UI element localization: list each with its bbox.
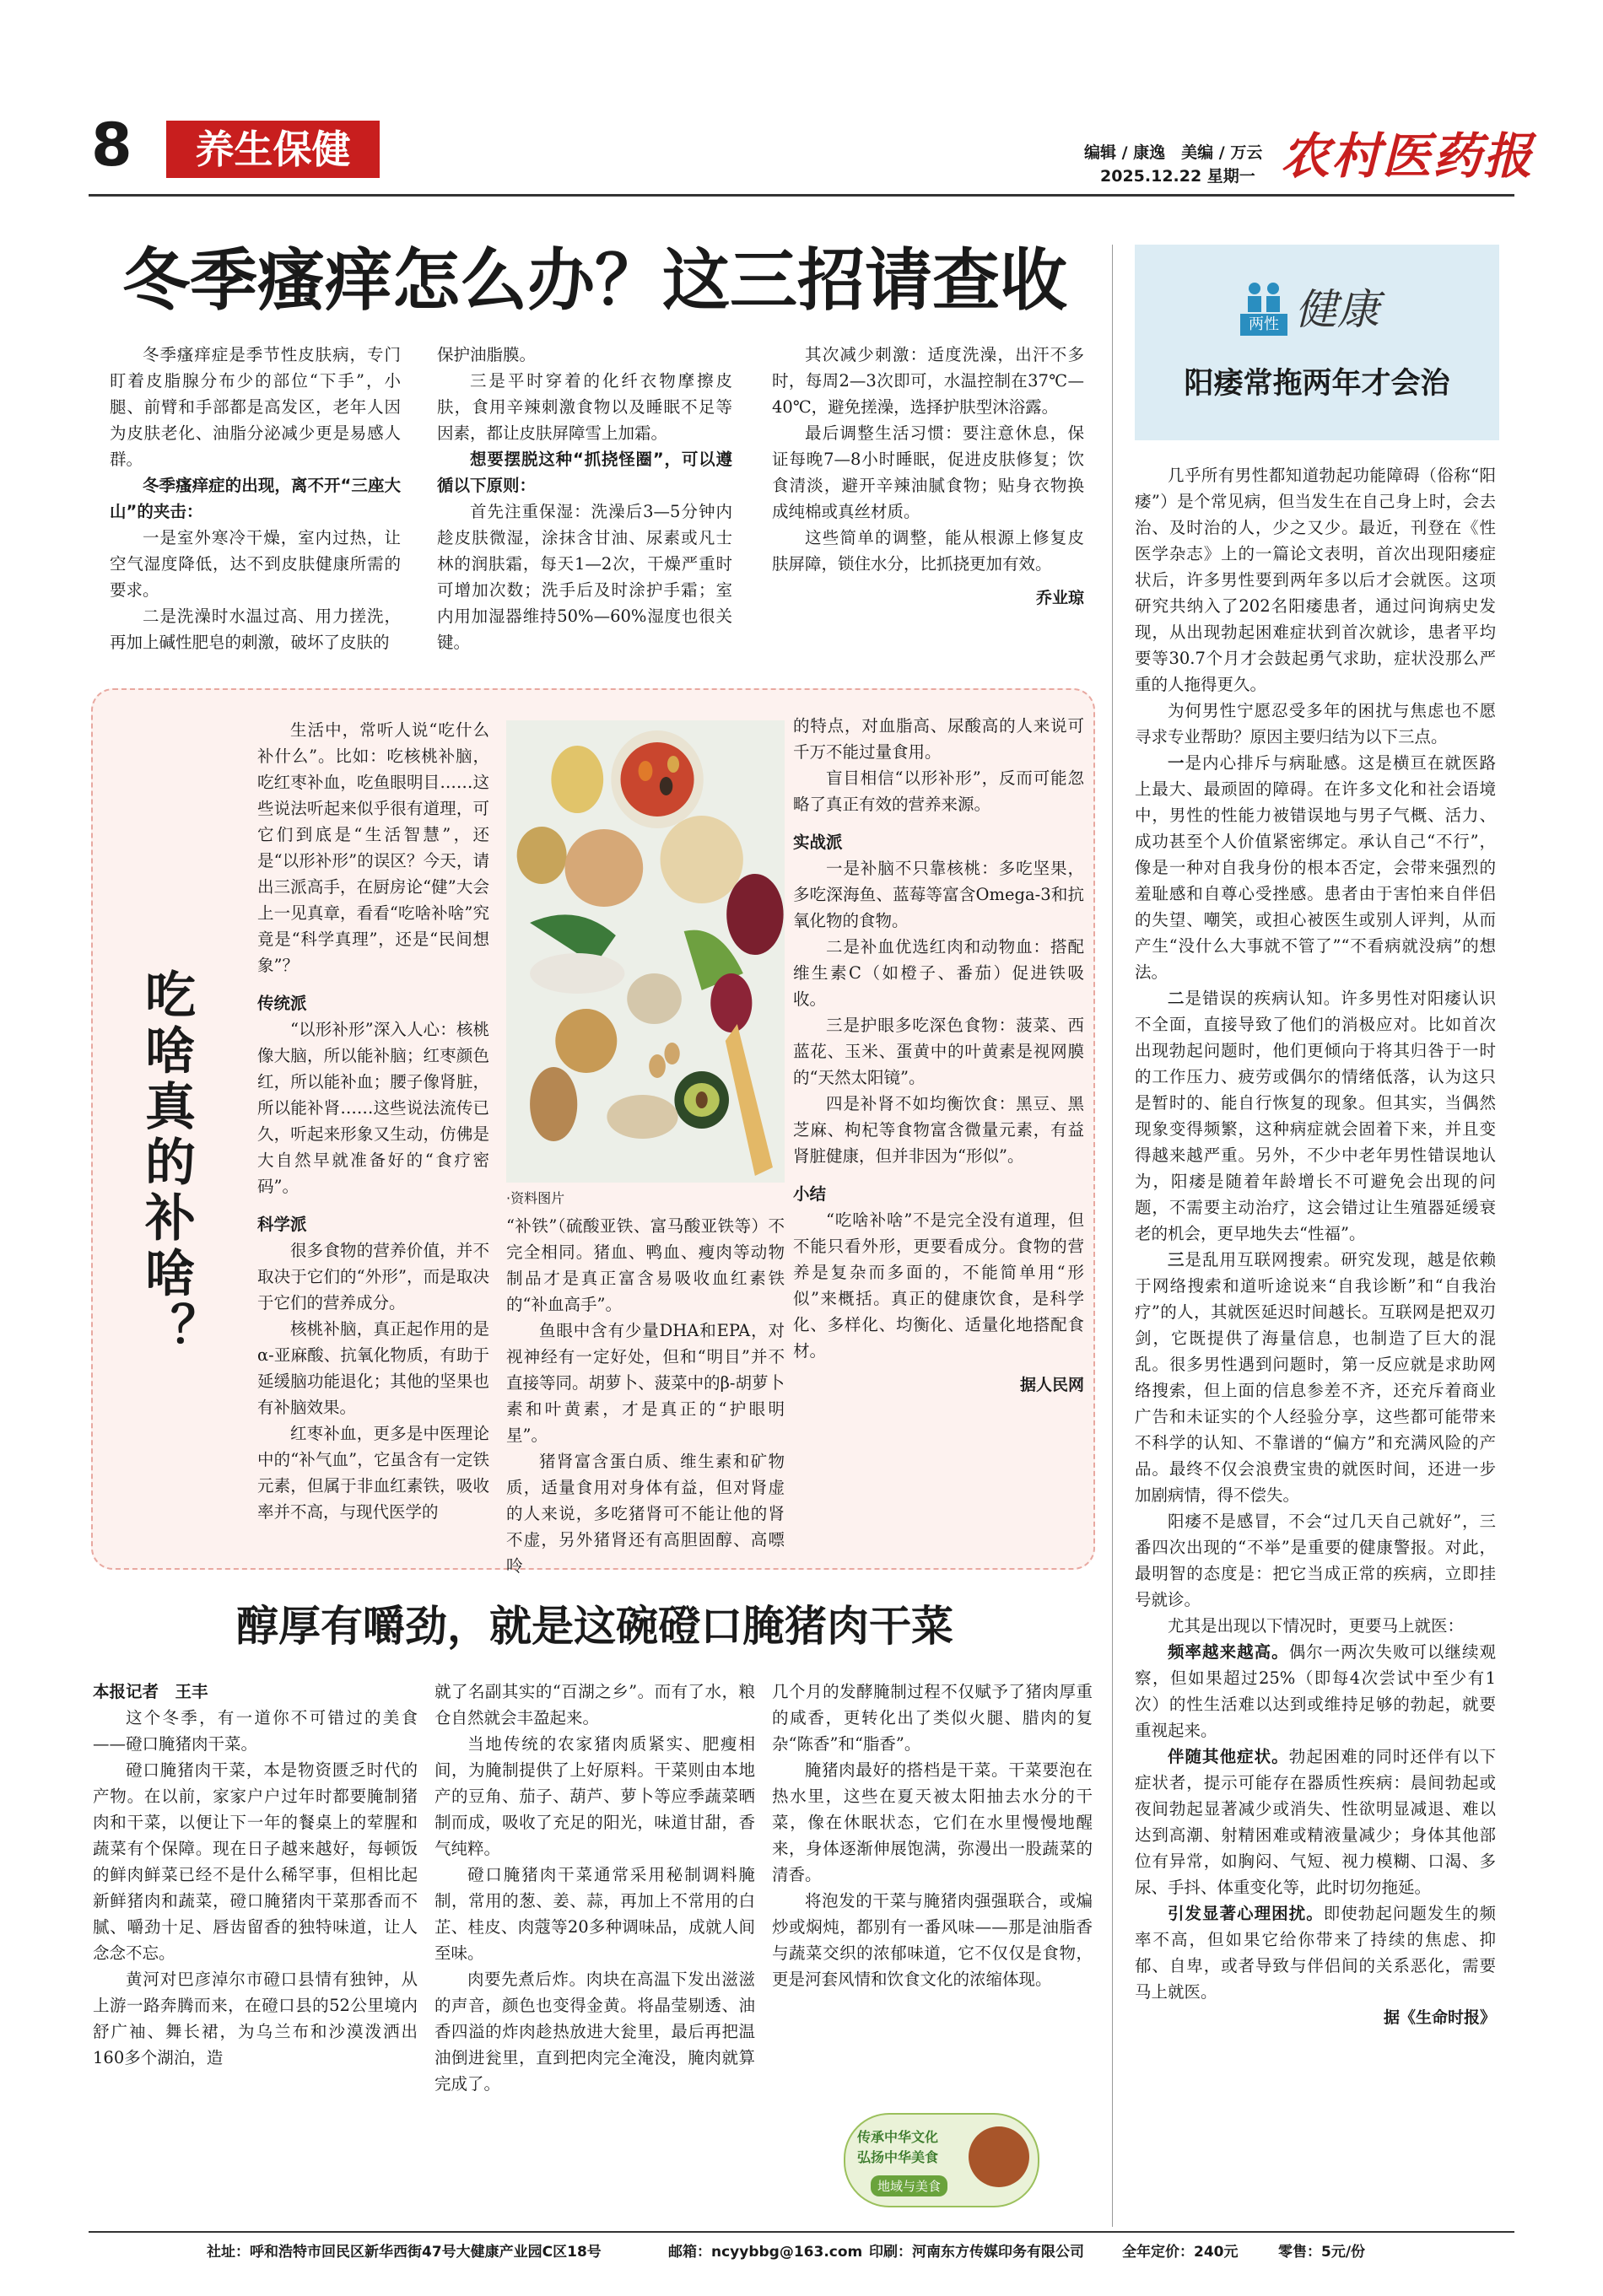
paragraph [1135,1744,1496,1900]
text-column [772,1679,1093,1992]
paragraph-text: 是乱用互联网搜索。研究发现，越是依赖于网络搜索和道听途说来“自我诊断”和“自我治疗”的人，其就医延迟时间越长。互联网是把双刃剑，它既提供了海量信息，也制造了巨大的混乱。很多男性遇到问题时，第一反应就是求助网络搜索，但上面的信息参差不齐，还充斥着商业广告和未证实的个人经验分享，这些都可能带来不科学的认知、不靠谱的“偏方”和充满风险的产品。最终不仅会浪费宝贵的就医时间，还进一步加剧病情，得不偿失。 [1135,1250,1496,1505]
byline: 乔业琼 [1035,589,1084,607]
paragraph: “以形补形”深入人心：核桃像大脑，所以能补脑；红枣颜色红，所以能补血；腰子像肾脏，所以能补肾……这些说法流传已久，听起来形象又生动，仿佛是大自然早就准备好的“食疗密码”。 [257,1020,489,1196]
paragraph: 磴口腌猪肉干菜，本是物资匮乏时代的产物。在以前，家家户户过年时都要腌制猪肉和干菜，以便让下一年的餐桌上的荤腥和蔬菜有个保障。现在日子越来越好，每顿饭的鲜肉鲜菜已经不是什么稀罕事，但相比起新鲜猪肉和蔬菜，磴口腌猪肉干菜那香而不腻、嚼劲十足、唇齿留香的独特味道，让人念念不忘。 [93,1760,418,1963]
paragraph [1135,985,1496,1247]
text-column [1135,462,1496,2028]
paragraph: 几个月的发酵腌制过程不仅赋予了猪肉厚重的咸香，更转化出了类似火腿、腊肉的复杂“陈香”和“脂香”。 [772,1682,1093,1754]
paragraph: 三是平时穿着的化纤衣物摩擦皮肤，食用辛辣刺激食物以及睡眠不足等因素，都让皮肤屏障雪上加霜。 [437,371,732,443]
article-title: 阳痿常拖两年才会治 [1184,366,1450,401]
paragraph: 磴口腌猪肉干菜通常采用秘制调料腌制，常用的葱、姜、蒜，再加上不常用的白芷、桂皮、肉蔻等20多种调味品，成就人间至味。 [434,1865,755,1963]
paragraph: 其次减少刺激：适度洗澡，出汗不多时，每周2—3次即可，水温控制在37℃—40℃，避免搓澡，选择护肤型沐浴露。 [772,345,1084,417]
paragraph: 首先注重保湿：洗澡后3—5分钟内趁皮肤微湿，涂抹含甘油、尿素或凡士林的润肤霜，每天1—2次，干燥严重时可增加次数；洗手后及时涂护手霜；室内用加湿器维持50%—60%湿度也很关键。 [437,502,732,652]
footer-retail-price: 零售：5元/份 [1278,2244,1366,2261]
paragraph: 生活中，常听人说“吃什么补什么”。比如：吃核桃补脑，吃红枣补血，吃鱼眼明目……这些说法听起来似乎很有道理，可它们到底是“生活智慧”，还是“以形补形”的误区？今天，请出三派高手，在厨房论“健”大会上一见真章，看看“吃啥补啥”究竟是“科学真理”，还是“民间想象”？ [257,720,489,975]
food-photo [506,720,785,1183]
paragraph: 一是室外寒冷干燥，室内过热，让空气湿度降低，达不到皮肤健康所需的要求。 [110,528,401,600]
text-column [434,1679,755,2097]
footer-annual-price: 全年定价：240元 [1122,2244,1239,2261]
column-badge-top: 两性 [1240,314,1287,336]
paragraph: 鱼眼中含有少量DHA和EPA，对视神经有一定好处，但和“明目”并不直接等同。胡萝卜、菠菜中的β-胡萝卜素和叶黄素，才是真正的“护眼明星”。 [506,1321,785,1445]
footer-printer: 印刷：河南东方传媒印务有限公司 [869,2244,1084,2261]
subheading: 科学派 [257,1215,307,1234]
text-column [110,342,401,655]
paragraph: 肉要先煮后炸。肉块在高温下发出滋滋的声音，颜色也变得金黄。将晶莹剔透、油香四溢的炸肉趁热放进大瓮里，最后再把温油倒进瓮里，直到把肉完全淹没，腌肉就算完成了。 [434,1970,755,2094]
text-column [506,1213,785,1579]
section-badge [166,121,380,178]
badge-line: 弘扬中华美食 [857,2149,939,2165]
paragraph-text: 是错误的疾病认知。许多男性对阳痿认识不全面，直接导致了他们的消极应对。比如首次出现勃起问题时，他们更倾向于将其归咎于一时的工作压力、疲劳或偶尔的情绪低落，认为这只是暂时的、能自行恢复的现象。但其实，当偶然现象变得频繁，这种病症就会固着下来，并且变得越来越严重。另外，不少中老年男性错误地认为，阳痿是随着年龄增长不可避免会出现的问题，不需要主动治疗，这会错过让生殖器延缓衰老的机会，更早地失去“性福”。 [1135,989,1496,1243]
text-column [772,342,1084,608]
editors-line: 编辑 / 康逸 美编 / 万云 [1084,143,1263,162]
article-title: 醇厚有嚼劲，就是这碗磴口腌猪肉干菜 [236,1601,953,1651]
column-divider [1112,245,1113,2227]
badge-line: 传承中华文化 [857,2129,939,2145]
paragraph: 将泡发的干菜与腌猪肉强强联合，或煸炒或焖炖，都别有一番风味——那是油脂香与蔬菜交织的浓郁味道，它不仅仅是食物，更是河套风情和饮食文化的浓缩体现。 [772,1891,1093,1989]
paragraph: 最后调整生活习惯：要注意休息，保证每晚7—8小时睡眠，促进皮肤修复；饮食清淡，避开辛辣油腻食物；贴身衣物换成纯棉或真丝材质。 [772,423,1084,521]
paragraph: 四是补肾不如均衡饮食：黑豆、黑芝麻、枸杞等食物富含微量元素，有益肾脏健康，但并非因为“形似”。 [793,1094,1084,1166]
paragraph: 三是护眼多吃深色食物：菠菜、西蓝花、玉米、蛋黄中的叶黄素是视网膜的“天然太阳镜”。 [793,1016,1084,1087]
paragraph: “吃啥补啥”不是完全没有道理，但不能只看外形，更要看成分。食物的营养是复杂而多面的，不能简单用“形似”来概括。真正的健康饮食，是科学化、多样化、均衡化、适量化地搭配食材。 [793,1210,1084,1361]
badge-footer: 地域与美食 [871,2175,947,2196]
paragraph: 想要摆脱这种“抓挠怪圈”，可以遵循以下原则： [437,450,732,495]
paragraph: 二是补血优选红肉和动物血：搭配维生素C（如橙子、番茄）促进铁吸收。 [793,937,1084,1009]
paragraph: 的特点，对血脂高、尿酸高的人来说可千万不能过量食用。 [793,716,1084,762]
subheading: 传统派 [257,994,307,1013]
paragraph: 为何男性宁愿忍受多年的困扰与焦虑也不愿寻求专业帮助？原因主要归结为以下三点。 [1135,701,1496,746]
paragraph: 保护油脂膜。 [437,345,537,364]
couple-icon [1240,282,1287,312]
byline: 据《生命时报》 [1383,2008,1496,2027]
section-title: 养生保健 [195,127,351,172]
paragraph: 冬季瘙痒症的出现，离不开“三座大山”的夹击： [110,476,401,521]
paragraph-lead: 二 [1168,989,1185,1008]
subheading: 实战派 [793,833,843,852]
paragraph: 尤其是出现以下情况时，更要马上就医： [1168,1616,1465,1636]
paragraph: 本报记者 王丰 [93,1682,208,1701]
footer-rule [89,2231,1514,2233]
paragraph: 猪肾富含蛋白质、维生素和矿物质，适量食用对身体有益，但对肾虚的人来说，多吃猪肾可不能让他的肾不虚，另外猪肾还有高胆固醇、高嘌呤 [506,1452,785,1576]
culture-badge [844,2113,1039,2207]
text-column [437,342,732,655]
paragraph: “补铁”（硫酸亚铁、富马酸亚铁等）不完全相同。猪血、鸭血、瘦肉等动物制品才是真正富含易吸收血红素铁的“补血高手”。 [506,1216,785,1314]
vertical-title: 吃啥真的补啥？ [137,968,196,1358]
text-column [793,713,1084,1395]
paragraph [1135,1247,1496,1508]
paragraph-lead: 三 [1168,1250,1185,1269]
paragraph: 红枣补血，更多是中医理论中的“补气血”，它虽含有一定铁元素，但属于非血红素铁，吸收率并不高，与现代医学的 [257,1424,489,1522]
paragraph [1135,750,1496,985]
paper-name-logo: 农村医药报 [1281,127,1535,185]
paragraph-lead: 一 [1168,753,1185,773]
text-column [257,717,489,1525]
paragraph: 几乎所有男性都知道勃起功能障碍（俗称“阳痿”）是个常见病，但当发生在自己身上时，会去治、及时治的人，少之又少。最近，刊登在《性医学杂志》上的一篇论文表明，首次出现阳痿症状后，许多男性要到两年多以后才会就医。这项研究共纳入了202名阳痿患者，通过问询病史发现，从出现勃起困难症状到首次就诊，患者平均要等30.7个月才会鼓起勇气求助，症状没那么严重的人拖得更久。 [1135,466,1496,694]
column-header-box [1135,245,1499,440]
paragraph: 核桃补脑，真正起作用的是α-亚麻酸、抗氧化物质，有助于延缓脑功能退化；其他的坚果也有补脑效果。 [257,1319,489,1417]
paragraph-text: 是内心排斥与病耻感。这是横亘在就医路上最大、最顽固的障碍。在许多文化和社会语境中，男性的性能力被错误地与男子气概、活力、成功甚至个人价值紧密绑定。承认自己“不行”，像是一种对自我身份的根本否定，会带来强烈的羞耻感和自尊心受挫感。患者由于害怕来自伴侣的失望、嘲笑，或担心被医生或别人评判，从而产生“没什么大事就不管了”“不看病就没病”的想法。 [1135,753,1496,982]
paragraph: 这些简单的调整，能从根源上修复皮肤屏障，锁住水分，比抓挠更加有效。 [772,528,1084,574]
paragraph: 盲目相信“以形补形”，反而可能忽略了真正有效的营养来源。 [793,768,1084,814]
column-badge-right: 健康 [1295,285,1379,334]
masthead-rule [89,194,1514,197]
paragraph: 二是洗澡时水温过高、用力搓洗，再加上碱性肥皂的刺激，破坏了皮肤的 [110,606,401,652]
dish-image [969,2126,1029,2187]
paragraph: 就了名副其实的“百湖之乡”。而有了水，粮仓自然就会丰盈起来。 [434,1682,755,1727]
paragraph-text: 勃起困难的同时还伴有以下症状者，提示可能存在器质性疾病：晨间勃起或夜间勃起显著减少或消失、性欲明显减退、难以达到高潮、射精困难或精液量减少；身体其他部位有异常，如胸闷、气短、视力模糊、口渴、多尿、手抖、体重变化等，此时切勿拖延。 [1135,1747,1496,1897]
article-title: 冬季瘙痒怎么办？这三招请查收 [122,241,1067,320]
food-photo-graphic [506,720,785,1183]
paragraph-text: 即使勃起问题发生的频率不高，但如果它给你带来了持续的焦虑、抑郁、自卑，或者导致与伴侣间的关系恶化，需要马上就医。 [1135,1904,1496,2002]
paragraph [1135,1639,1496,1744]
paragraph [1135,1900,1496,2005]
paragraph: 冬季瘙痒症是季节性皮肤病，专门盯着皮脂腺分布少的部位“下手”，小腿、前臂和手部都是高发区，老年人因为皮肤老化、油脂分泌减少更是易感人群。 [110,345,401,469]
byline: 据人民网 [1019,1376,1084,1394]
issue-date: 2025.12.22 星期一 [1100,167,1255,186]
subheading: 小结 [793,1184,827,1204]
footer-address: 社址：呼和浩特市回民区新华西街47号大健康产业园C区18号 [207,2244,602,2261]
photo-caption: ·资料图片 [506,1190,565,1206]
paragraph: 黄河对巴彦淖尔市磴口县情有独钟，从上游一路奔腾而来，在磴口县的52公里境内舒广袖、舞长裙，为乌兰布和沙漠泼洒出160多个湖泊，造 [93,1970,418,2067]
paragraph: 这个冬季，有一道你不可错过的美食——磴口腌猪肉干菜。 [93,1708,418,1754]
paragraph: 一是补脑不只靠核桃：多吃坚果，多吃深海鱼、蓝莓等富含Omega-3和抗氧化物的食物。 [793,859,1084,930]
paragraph: 很多食物的营养价值，并不取决于它们的“外形”，而是取决于它们的营养成分。 [257,1241,489,1312]
paragraph: 阳痿不是感冒，不会“过几天自己就好”，三番四次出现的“不举”是重要的健康警报。对此，最明智的态度是：把它当成正常的疾病，立即挂号就诊。 [1135,1512,1496,1609]
page-number: 8 [91,110,132,180]
paragraph-text: 偶尔一两次失败可以继续观察，但如果超过25%（即每4次尝试中至少有1次）的性生活难以达到或维持足够的勃起，就要重视起来。 [1135,1642,1496,1740]
paragraph: 当地传统的农家猪肉质紧实、肥瘦相间，为腌制提供了上好原料。干菜则由本地产的豆角、茄子、葫芦、萝卜等应季蔬菜晒制而成，吸收了充足的阳光，味道甘甜，香气纯粹。 [434,1734,755,1858]
text-column [93,1679,418,2071]
footer-email: 邮箱：ncyybbg@163.com [668,2244,863,2261]
paragraph: 腌猪肉最好的搭档是干菜。干菜要泡在热水里，这些在夏天被太阳抽去水分的干菜，像在休眠状态，它们在水里慢慢地醒来，身体逐渐伸展饱满，弥漫出一股蔬菜的清香。 [772,1760,1093,1884]
paragraph-lead: 引发显著心理困扰。 [1168,1904,1324,1923]
paragraph-lead: 频率越来越高。 [1168,1642,1289,1662]
paragraph-lead: 伴随其他症状。 [1168,1747,1289,1766]
